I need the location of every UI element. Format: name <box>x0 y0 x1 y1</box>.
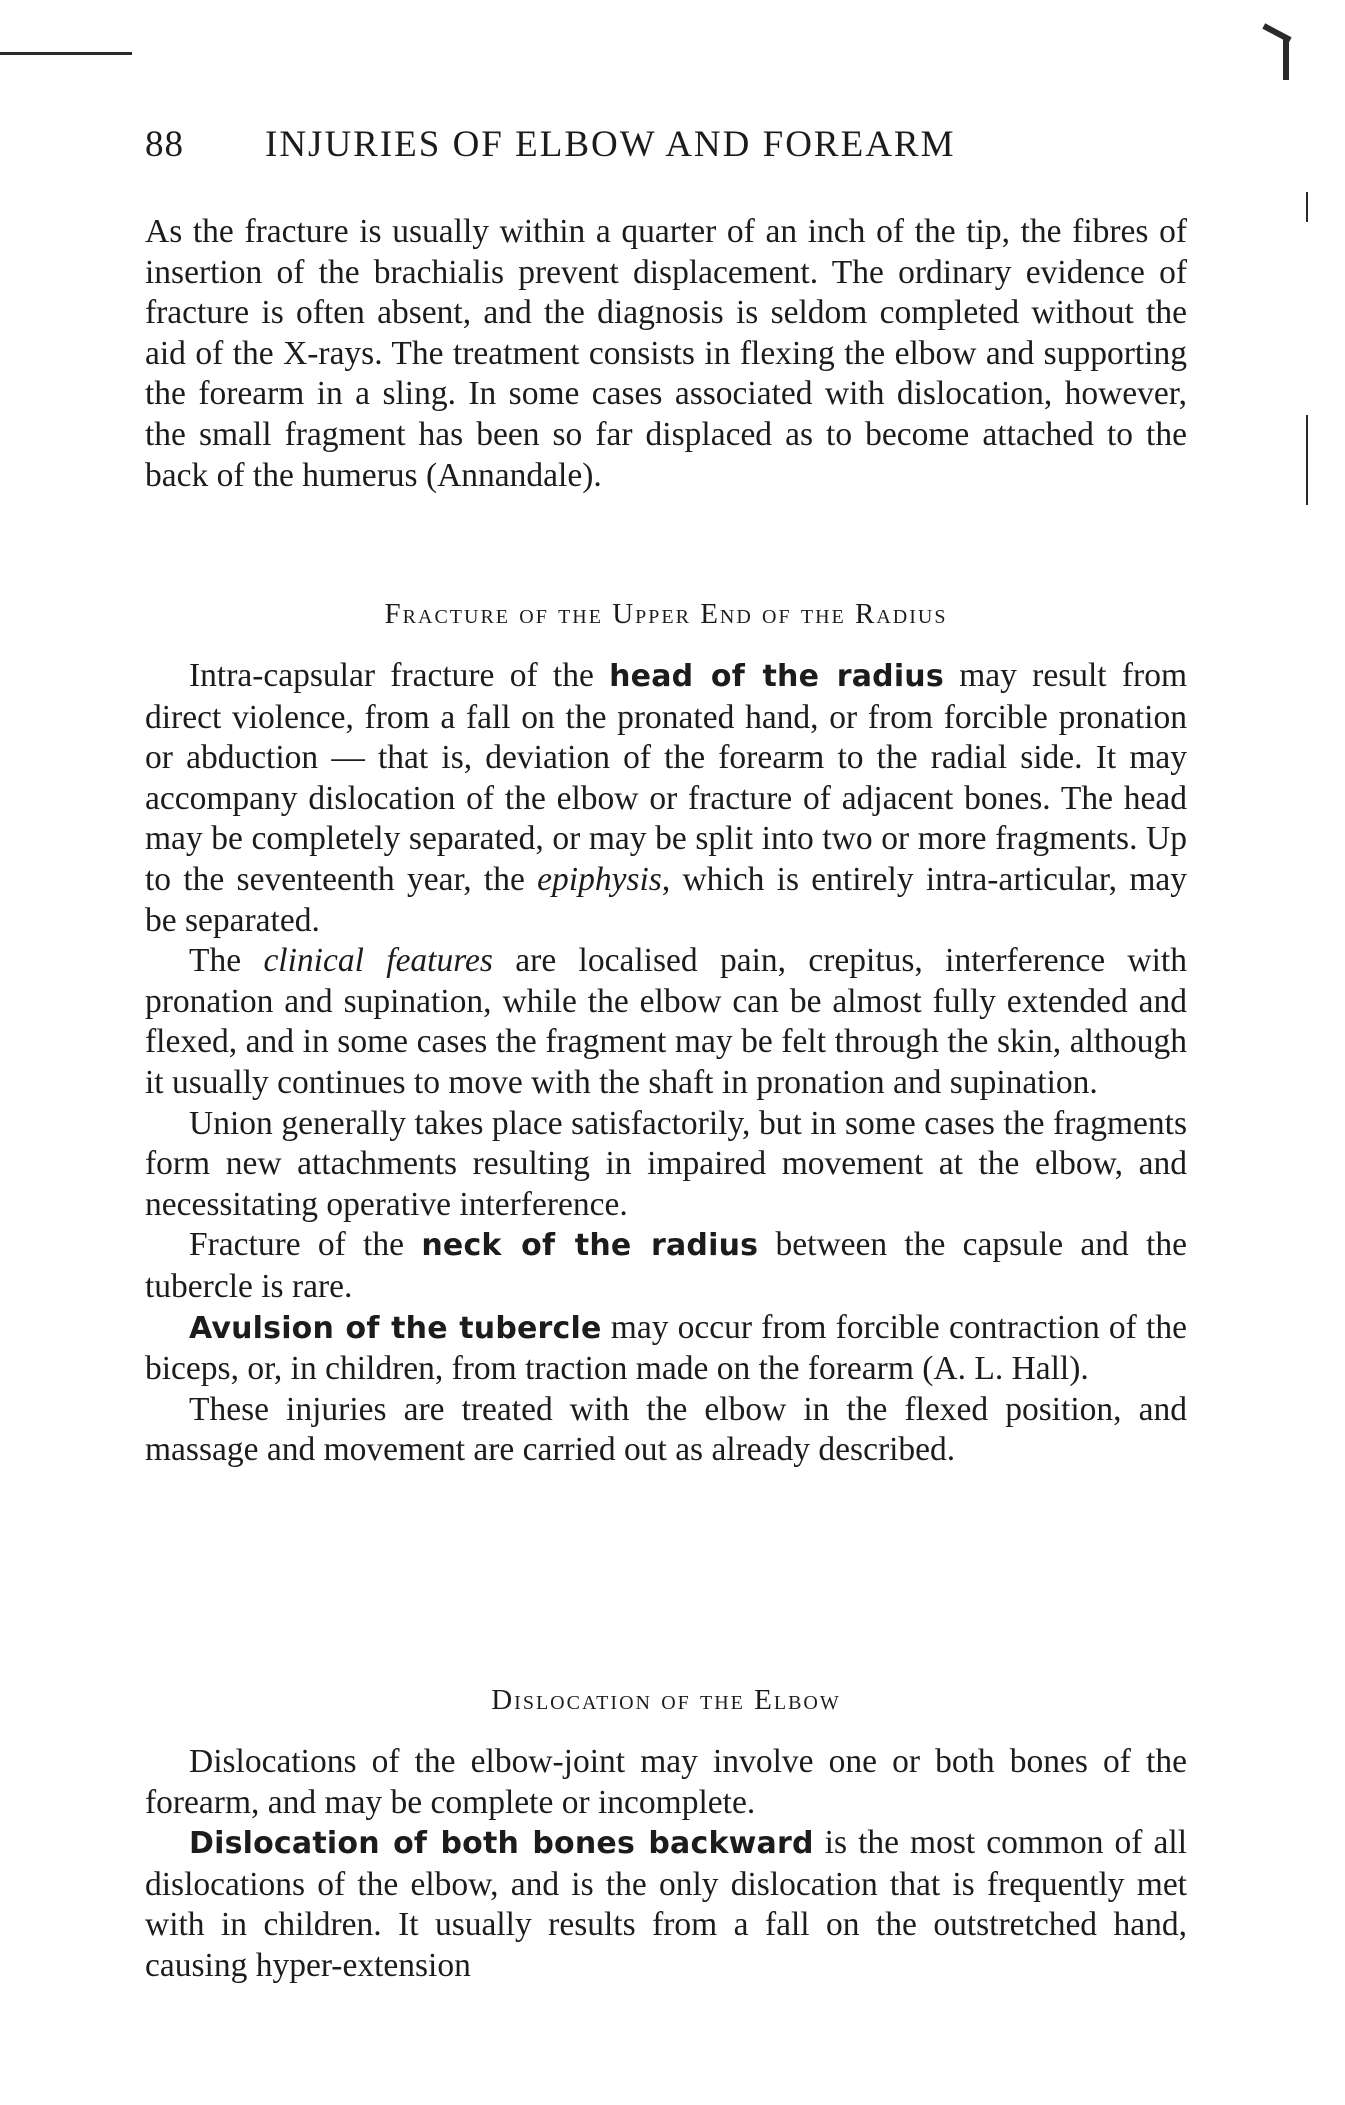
scan-rule-top-left <box>0 52 132 55</box>
elbow-paragraph-intro: Dislocations of the elbow-joint may involve one or both bones of the forearm, and may be complete or incomplete. <box>145 1743 1187 1821</box>
radius-paragraph-clinical: The clinical features are localised pain, crepitus, interference with pronation and supination, while the elbow can be almost fully extended and flexed, and in some cases the fragment may be felt through the skin, although it usually continues to move with the shaft in pronation and supination. <box>145 942 1187 1101</box>
radius-paragraph-union: Union generally takes place satisfactorily, but in some cases the fragments form new attachments resulting in impaired movement at the elbow, and necessitating operative interference. <box>145 1104 1187 1223</box>
running-title: INJURIES OF ELBOW AND FOREARM <box>265 124 956 165</box>
section-heading-elbow: Dislocation of the Elbow <box>491 1684 841 1716</box>
radius-paragraph-neck: Fracture of the neck of the radius between the capsule and the tubercle is rare. <box>145 1226 1187 1305</box>
term-neck-of-radius: neck of the radius <box>421 1228 759 1264</box>
radius-section-body <box>145 656 1187 1471</box>
term-epiphysis: epiphysis <box>537 860 662 898</box>
radius-paragraph-treatment: These injuries are treated with the elbow in the flexed position, and massage and movement are carried out as already described. <box>145 1390 1187 1469</box>
page-header <box>145 120 1185 170</box>
section-heading-radius: Fracture of the Upper End of the Radius <box>384 598 948 630</box>
page-number: 88 <box>145 124 184 165</box>
intro-paragraph: As the fracture is usually within a quarter of an inch of the tip, the fibres of insertion of the brachialis prevent displacement. The ordinary evidence of fracture is often absent, and the diagnosis is seldom completed without the aid of the X-rays. The treatment consists in flexing the elbow and supporting the forearm in a sling. In some cases associated with dislocation, however, the small fragment has been so far displaced as to become attached to the back of the humerus (Annandale). <box>145 213 1187 494</box>
scan-corner-mark-top-right-stem <box>1283 36 1289 80</box>
radius-paragraph-avulsion: Avulsion of the tubercle may occur from forcible contraction of the biceps, or, in children, from traction made on the forearm (A. L. Hall). <box>145 1308 1187 1388</box>
term-avulsion-of-tubercle: Avulsion of the tubercle <box>189 1310 602 1346</box>
elbow-paragraph-backward: Dislocation of both bones backward is the most common of all dislocations of the elbow, and is the only dislocation that is frequently met with in children. It usually results from a fall on the outstretched hand, causing hyper-extension <box>145 1824 1187 1984</box>
scan-margin-tick <box>1306 415 1308 505</box>
intro-block <box>145 212 1187 496</box>
term-head-of-radius: head of the radius <box>609 659 944 694</box>
elbow-section-body <box>145 1742 1187 1987</box>
term-clinical-features: clinical features <box>263 942 493 980</box>
radius-paragraph-head: Intra-capsular fracture of the head of the radius may result from direct violence, from a fall on the pronated hand, or from forcible pronation or abduction — that is, deviation of the forearm to the radial side. It may accompany dislocation of the elbow or fracture of adjacent bones. The head may be completely separated, or may be split into two or more fragments. Up to the seventeenth year, the epiphysis, which is entirely intra-articular, may be separated. <box>145 657 1187 939</box>
term-dislocation-both-bones-backward: Dislocation of both bones backward <box>189 1826 814 1862</box>
scan-margin-tick <box>1306 192 1308 222</box>
